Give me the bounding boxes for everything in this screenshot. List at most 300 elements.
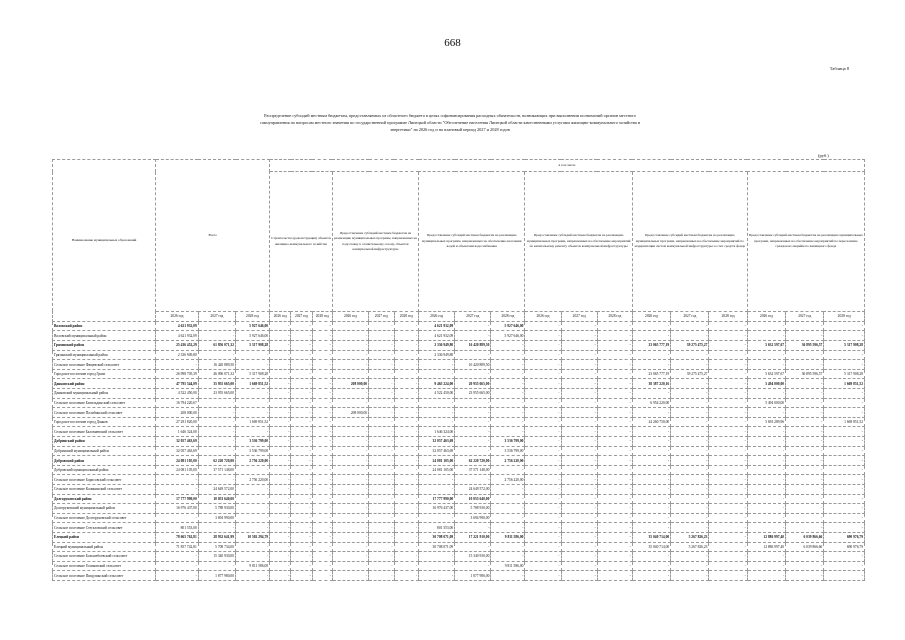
row-value: - [597,321,632,331]
row-value: - [525,389,561,399]
row-value: - [525,417,561,427]
row-value: - [747,465,785,475]
row-value: - [236,350,270,360]
row-value: - [525,379,561,389]
row-value: - [709,350,747,360]
row-value: - [369,571,395,581]
row-value: - [236,360,270,370]
row-value: - [312,571,332,581]
row-value: - [491,427,525,437]
row-value: - [671,331,709,341]
row-value: - [156,360,199,370]
row-value: - [332,331,368,341]
row-value: 10 053 640,00 [198,494,235,504]
row-value: - [709,532,747,542]
row-value: - [491,494,525,504]
row-value: - [709,456,747,466]
row-value: 12 886 997,40 [747,542,785,552]
row-value: - [291,456,312,466]
row-value: - [455,369,491,379]
row-value: 9 811 586,00 [491,561,525,571]
row-name: Елецкий муниципальный район [53,542,156,552]
row-value: - [525,369,561,379]
header-subsidy-1: Строительство (реконструкция) объектов жилищно-коммунального хозяйства [270,172,333,312]
row-value: - [312,494,332,504]
row-value: - [671,350,709,360]
row-value: - [491,341,525,351]
row-value: - [632,437,670,447]
row-value: 24 260 750,00 [632,417,670,427]
table-row [53,532,865,542]
row-value: 4 621 932,09 [419,331,455,341]
row-value: - [332,465,368,475]
row-value: 5 927 646,00 [236,331,270,341]
row-value: - [525,446,561,456]
row-value: - [561,542,597,552]
page-number: 668 [444,37,461,49]
row-value: 39 275 475,27 [671,369,709,379]
row-value: 37 571 148,00 [198,465,235,475]
row-value: - [270,360,291,370]
row-value: - [786,446,824,456]
row-value: - [394,360,418,370]
row-value: - [632,571,670,581]
row-name: Сельское поселение Стегаловский сельсовет [53,523,156,533]
row-value: 1 669 851,52 [824,379,865,389]
row-value: - [236,523,270,533]
row-value: - [824,561,865,571]
row-value: 17 777 990,00 [419,494,455,504]
row-value: - [597,484,632,494]
row-value: 3 536 799,00 [236,446,270,456]
row-value: - [455,350,491,360]
row-value: - [369,513,395,523]
row-value: 47 795 544,09 [156,379,199,389]
table-row [53,561,865,571]
row-value: 690 976,79 [824,542,865,552]
row-value: 5 317 908,28 [236,341,270,351]
row-value: - [561,379,597,389]
row-value: - [671,494,709,504]
row-value: - [491,484,525,494]
row-value: - [525,321,561,331]
row-value: - [312,523,332,533]
row-value: - [270,475,291,485]
row-value: 15 340 930,00 [198,552,235,562]
row-value: - [786,475,824,485]
row-name: Сельское поселение Большебоевский сельсовет [53,552,156,562]
row-value: - [369,552,395,562]
row-value: - [455,561,491,571]
row-value: 10 053 640,00 [455,494,491,504]
row-value: - [291,369,312,379]
row-value: - [332,504,368,514]
row-value: - [561,571,597,581]
row-value: 37 571 148,00 [455,465,491,475]
row-value: - [491,552,525,562]
row-value: - [491,398,525,408]
row-value: - [824,494,865,504]
row-value: - [291,331,312,341]
row-value: - [671,446,709,456]
table-row [53,398,865,408]
row-value: - [419,513,455,523]
row-value: 38 387 220,16 [632,379,670,389]
year-header: 2027 год [198,311,235,321]
row-value: 5 317 908,28 [236,369,270,379]
row-value: 4 621 932,09 [419,321,455,331]
row-value: 5 788 930,00 [198,504,235,514]
row-value: - [270,350,291,360]
row-value: - [369,360,395,370]
row-value: - [156,571,199,581]
row-value: - [709,408,747,418]
row-value: - [561,321,597,331]
row-value: - [332,350,368,360]
row-value: - [491,408,525,418]
row-value: - [270,532,291,542]
row-value: - [270,456,291,466]
row-value: - [632,552,670,562]
row-name: Сельское поселение Борисовский сельсовет [53,475,156,485]
row-value: - [561,369,597,379]
row-value: 5 708 734,00 [198,542,235,552]
row-value: - [525,427,561,437]
row-value: 35 040 714,00 [632,532,670,542]
table-row [53,408,865,418]
row-value: 24 649 572,00 [198,484,235,494]
row-value: - [525,504,561,514]
row-value: 4 621 932,09 [156,331,199,341]
row-value: - [455,417,491,427]
row-value: 801 553,00 [156,523,199,533]
row-value: - [786,360,824,370]
row-value: - [312,369,332,379]
row-value: - [824,465,865,475]
row-name: Сельское поселение Пищулинский сельсовет [53,571,156,581]
row-value: - [455,446,491,456]
table-row [53,484,865,494]
row-value: - [312,561,332,571]
row-value: - [747,571,785,581]
row-value: - [525,331,561,341]
row-value: - [824,504,865,514]
row-value: - [709,389,747,399]
row-value: - [525,408,561,418]
row-value: 23 955 665,00 [455,389,491,399]
row-value: 15 340 930,00 [455,552,491,562]
header-subsidy-2: Предоставление субсидий местным бюджетам на реализацию муниципальных программ, направленных на подготовку к отопительному сезону, объектов коммунальной инфраструктуры [332,172,418,312]
row-value: 25 436 452,29 [156,341,199,351]
subsidy-table [52,159,865,581]
row-value: - [525,456,561,466]
row-value: 5 317 908,28 [824,341,865,351]
row-value: - [291,398,312,408]
row-value: - [198,331,235,341]
year-header: 2028 год [597,311,632,321]
row-name: Сельское поселение Фащевский сельсовет [53,360,156,370]
row-value: - [491,542,525,552]
row-value: - [312,456,332,466]
row-value: - [419,561,455,571]
row-value: 6 039 866,66 [786,542,824,552]
row-value: 9 465 224,00 [419,379,455,389]
row-value: 1 877 980,00 [198,571,235,581]
row-value: - [561,552,597,562]
row-value: - [561,398,597,408]
row-value: - [709,465,747,475]
row-value: - [491,571,525,581]
row-value: - [824,475,865,485]
row-value: - [491,379,525,389]
row-value: 5 632 597,67 [747,341,785,351]
row-value: - [491,523,525,533]
row-value: - [709,341,747,351]
row-value: 5 927 646,00 [491,331,525,341]
year-header: 2028 год [312,311,332,321]
row-value: 801 553,00 [419,523,455,533]
row-value: - [332,552,368,562]
row-value: - [709,513,747,523]
row-value: - [332,398,368,408]
row-value: - [236,513,270,523]
row-value: - [236,398,270,408]
row-value: - [270,341,291,351]
row-value: - [786,561,824,571]
row-value: - [709,379,747,389]
row-value: - [291,513,312,523]
row-value: - [369,408,395,418]
table-row [53,350,865,360]
table-row [53,379,865,389]
row-value: 1 669 851,52 [236,417,270,427]
row-value: 3 536 799,00 [491,437,525,447]
row-value: - [369,504,395,514]
row-name: Данковский район [53,379,156,389]
row-value: - [671,427,709,437]
row-value: 3 536 799,00 [491,446,525,456]
row-value: - [824,350,865,360]
row-value: - [709,321,747,331]
row-value: - [394,523,418,533]
row-value: - [270,417,291,427]
row-value: - [709,475,747,485]
row-value: - [270,398,291,408]
row-value: - [312,341,332,351]
year-header: 2026 год [747,311,785,321]
row-value: 46 096 071,32 [198,369,235,379]
row-value: - [291,341,312,351]
row-value: - [709,494,747,504]
row-value: - [525,475,561,485]
row-value: - [312,552,332,562]
table-row [53,504,865,514]
row-value: - [561,331,597,341]
row-value: - [747,331,785,341]
row-value: - [747,552,785,562]
row-value: - [455,331,491,341]
year-header: 2026 год [632,311,670,321]
table-row [53,446,865,456]
row-value: - [632,427,670,437]
row-value: - [671,437,709,447]
row-value: - [597,369,632,379]
header-subsidy-3: Предоставление субсидий местным бюджетам на реализацию муниципальных программ, направленных на обеспечение населения водой и объектами водоснабжения [419,172,525,312]
row-value: - [709,331,747,341]
row-value: - [491,360,525,370]
row-value: 32 057 463,69 [419,446,455,456]
row-value: - [525,513,561,523]
row-value: - [747,513,785,523]
row-value: 61 856 071,32 [198,341,235,351]
row-value: 690 976,79 [824,532,865,542]
row-value: - [525,542,561,552]
header-total: Всего [156,160,270,312]
row-value: - [312,465,332,475]
row-value: 5 317 908,28 [824,369,865,379]
row-value: - [312,532,332,542]
row-value: - [491,465,525,475]
row-value: - [525,532,561,542]
row-value: - [786,389,824,399]
row-value: - [525,552,561,562]
row-value: - [561,475,597,485]
row-value: - [824,523,865,533]
row-value: - [270,513,291,523]
table-row [53,552,865,562]
row-value: - [369,542,395,552]
row-value: 17 777 990,00 [156,494,199,504]
row-value: - [786,456,824,466]
row-value: - [394,350,418,360]
row-value: - [455,475,491,485]
row-value: - [369,456,395,466]
row-value: - [394,389,418,399]
row-name: Добринский муниципальный район [53,446,156,456]
row-value: - [671,513,709,523]
row-value: - [709,523,747,533]
row-value: 5 494 000,00 [747,398,785,408]
row-value: - [394,321,418,331]
row-value: - [312,350,332,360]
row-value: - [291,542,312,552]
row-value: 24 081 105,00 [156,465,199,475]
row-value: - [291,446,312,456]
year-header: 2026 год [332,311,368,321]
table-row [53,389,865,399]
table-label: Таблица 8 [829,66,849,71]
row-value: - [709,437,747,447]
row-value: - [291,484,312,494]
row-value: - [709,360,747,370]
row-value: 5 267 826,23 [671,532,709,542]
row-value: - [369,350,395,360]
row-name: Городское поселение город Данков [53,417,156,427]
row-value: - [632,360,670,370]
row-value: 16 794 220,67 [156,398,199,408]
row-value: - [597,417,632,427]
row-value: 24 081 105,00 [156,456,199,466]
row-value: - [597,542,632,552]
row-value: - [270,427,291,437]
row-value: 3 694 990,00 [198,513,235,523]
row-value: - [394,379,418,389]
row-value: - [291,350,312,360]
row-value: 62 220 720,00 [455,456,491,466]
row-value: 4 621 932,09 [156,321,199,331]
row-value: - [824,484,865,494]
row-value: - [597,523,632,533]
row-value: - [561,513,597,523]
row-value: 5 693 289,96 [747,417,785,427]
row-value: - [671,552,709,562]
row-value: - [597,437,632,447]
row-value: - [291,389,312,399]
row-value: - [369,561,395,571]
row-value: - [786,427,824,437]
row-value: - [597,398,632,408]
row-value: 6 954 220,00 [632,398,670,408]
row-value: - [369,532,395,542]
row-value: - [786,321,824,331]
table-row [53,321,865,331]
row-value: - [419,398,455,408]
row-value: - [369,475,395,485]
row-value: - [312,446,332,456]
row-value: - [312,475,332,485]
row-value: - [561,408,597,418]
year-header: 2026 год [156,311,199,321]
row-name: Сельское поселение Полибинский сельсовет [53,408,156,418]
row-value: - [824,552,865,562]
row-value: - [455,437,491,447]
row-value: - [394,542,418,552]
row-value: - [291,379,312,389]
row-value: - [156,475,199,485]
row-value: - [270,379,291,389]
row-value: - [455,398,491,408]
row-value: - [312,542,332,552]
row-value: 4 522 450,00 [156,389,199,399]
row-value: 5 927 646,00 [236,321,270,331]
row-value: 10 502 294,79 [236,532,270,542]
row-value: 2 336 949,80 [156,350,199,360]
row-value: - [291,427,312,437]
row-value: - [747,523,785,533]
row-value: - [747,484,785,494]
row-value: 24 081 105,00 [419,456,455,466]
row-value: - [455,427,491,437]
unit-label: (руб.) [818,153,829,158]
row-value: - [312,417,332,427]
row-value: - [394,331,418,341]
row-value: - [747,350,785,360]
row-value: - [156,484,199,494]
row-name: Грязинский муниципальный район [53,350,156,360]
row-value: - [394,552,418,562]
row-value: - [236,571,270,581]
row-value: - [291,561,312,571]
row-value: - [291,523,312,533]
row-value: - [394,475,418,485]
row-value: 23 955 665,00 [198,389,235,399]
row-value: - [270,321,291,331]
row-value: - [291,475,312,485]
header-subsidy-5: Предоставление субсидий местным бюджетам на реализацию муниципальных программ, направленных на обеспечение мероприятий по модернизации систем коммунальной инфраструктуры за счет средств фонда [632,172,747,312]
row-value: 16 420 889,50 [455,341,491,351]
row-value: - [369,331,395,341]
table-row [53,360,865,370]
